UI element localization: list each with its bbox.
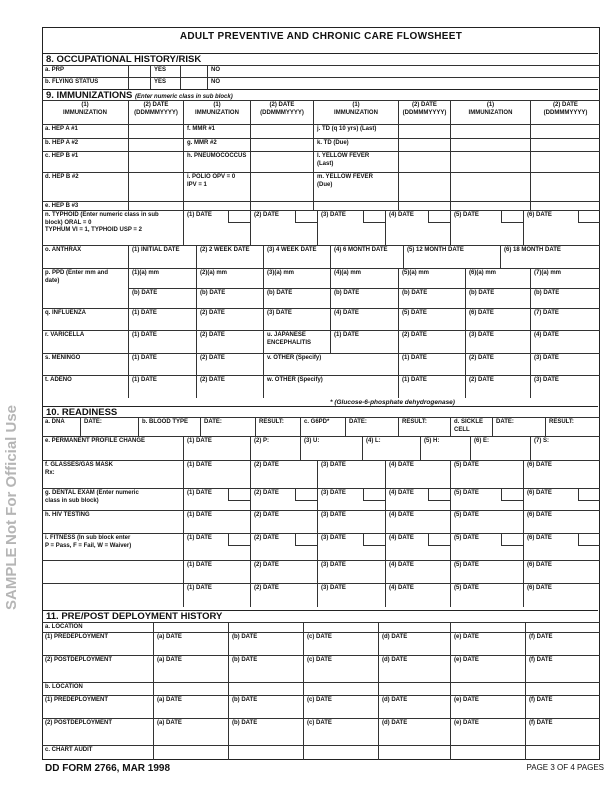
field-cell[interactable]: (4) DATE xyxy=(530,330,600,353)
field-cell[interactable]: (b) DATE xyxy=(465,288,530,308)
watermark xyxy=(3,250,20,610)
field-cell[interactable]: (1) DATE xyxy=(128,330,196,353)
field-cell[interactable]: (b) DATE xyxy=(263,288,330,308)
field-cell[interactable]: (1) DATE xyxy=(183,510,250,533)
field-cell[interactable]: (4) DATE xyxy=(385,510,450,533)
field-cell[interactable]: (2) DATE xyxy=(196,330,263,353)
field-cell[interactable]: (1) DATE xyxy=(183,583,250,607)
entry-field[interactable] xyxy=(378,682,450,695)
field-cell[interactable]: (5) DATE xyxy=(450,210,523,245)
sub-block-field[interactable] xyxy=(295,489,317,501)
field-cell[interactable]: i. POLIO OPV = 0 IPV = 1 xyxy=(183,172,250,201)
row-label: c. CHART AUDIT xyxy=(42,745,153,760)
field-cell[interactable]: (3) DATE xyxy=(317,510,385,533)
sub-block-field[interactable] xyxy=(501,211,523,223)
row-label: g. DENTAL EXAM (Enter numeric class in sub block) xyxy=(42,488,183,510)
field-cell[interactable]: (2) DATE xyxy=(250,488,317,510)
field-cell[interactable]: (b) DATE xyxy=(228,695,303,718)
field-cell[interactable]: (1) INITIAL DATE xyxy=(128,245,196,268)
row-label: d. HEP B #2 xyxy=(42,172,128,201)
sub-block-field[interactable] xyxy=(501,534,523,546)
field-cell[interactable]: (c) DATE xyxy=(303,718,378,745)
field-cell[interactable]: (e) DATE xyxy=(450,632,525,655)
row-label: n. TYPHOID (Enter numeric class in sub block) ORAL = 0 TYPHUM VI = 1, TYPHOID USP = 2 xyxy=(42,210,183,245)
field-cell[interactable]: YES xyxy=(150,65,180,77)
row-label: (1) PREDEPLOYMENT xyxy=(42,632,153,655)
field-cell[interactable]: j. TD (q 10 yrs) (Last) xyxy=(313,124,398,138)
entry-field[interactable] xyxy=(128,201,183,210)
field-cell[interactable]: (2) DATE xyxy=(196,353,263,375)
field-cell[interactable]: (c) DATE xyxy=(303,695,378,718)
field-cell[interactable]: (5) DATE xyxy=(450,460,523,488)
field-cell[interactable]: (5) DATE xyxy=(450,560,523,583)
row-label: a. DNA xyxy=(42,417,80,436)
row-label: a. PRP xyxy=(42,65,128,77)
row-label: i. FITNESS (In sub block enter P = Pass, F = Fail, W = Waiver) xyxy=(42,533,183,560)
field-cell[interactable]: (2) DATE xyxy=(196,375,263,398)
entry-field[interactable] xyxy=(450,745,525,760)
field-cell[interactable]: (d) DATE xyxy=(378,632,450,655)
field-cell[interactable]: (3) DATE xyxy=(317,460,385,488)
field-cell[interactable]: YES xyxy=(150,77,180,89)
sub-block-field[interactable] xyxy=(428,489,450,501)
field-cell[interactable]: (2) DATE (DDMMMYYYY) xyxy=(398,100,450,124)
field-cell[interactable]: (2) DATE xyxy=(398,330,465,353)
field-cell[interactable]: (b) DATE xyxy=(530,288,600,308)
field-cell[interactable]: (2) DATE xyxy=(465,375,530,398)
field-cell[interactable]: m. YELLOW FEVER (Due) xyxy=(313,172,398,201)
field-cell[interactable]: (1) DATE xyxy=(398,353,465,375)
field-cell[interactable]: (4) DATE xyxy=(330,308,398,330)
row-label: c. HEP B #1 xyxy=(42,151,128,172)
row-label xyxy=(42,560,183,583)
field-cell[interactable]: (4) DATE xyxy=(385,533,450,560)
section-9-note: (Enter numeric class in sub block) xyxy=(135,94,233,100)
field-cell[interactable]: (6) DATE xyxy=(523,460,600,488)
field-cell[interactable]: (6) 18 MONTH DATE xyxy=(500,245,600,268)
field-cell[interactable]: (2) P: xyxy=(250,436,300,460)
field-cell[interactable]: (5)(a) mm xyxy=(398,268,465,288)
page-number: PAGE 3 OF 4 PAGES xyxy=(526,763,604,772)
field-cell[interactable]: (a) DATE xyxy=(153,718,228,745)
field-cell[interactable]: (3) DATE xyxy=(317,533,385,560)
entry-field[interactable] xyxy=(450,682,525,695)
entry-field[interactable] xyxy=(450,138,530,151)
entry-field[interactable] xyxy=(228,745,303,760)
field-cell[interactable]: (7) S: xyxy=(530,436,600,460)
field-cell[interactable]: (f) DATE xyxy=(525,655,600,682)
entry-field[interactable] xyxy=(398,138,450,151)
sub-block-field[interactable] xyxy=(295,211,317,223)
entry-field[interactable] xyxy=(250,201,313,210)
field-cell[interactable]: (4)(a) mm xyxy=(330,268,398,288)
entry-field[interactable] xyxy=(250,138,313,151)
sub-block-field[interactable] xyxy=(578,534,600,546)
field-cell[interactable]: (3) DATE xyxy=(530,375,600,398)
entry-field[interactable] xyxy=(313,201,398,210)
entry-field[interactable] xyxy=(128,151,183,172)
field-cell[interactable]: (1)(a) mm xyxy=(128,268,196,288)
field-cell[interactable]: w. OTHER (Specify) xyxy=(263,375,398,398)
field-cell[interactable]: (1) DATE xyxy=(330,330,398,353)
row-label: q. INFLUENZA xyxy=(42,308,128,330)
sub-block-field[interactable] xyxy=(363,211,385,223)
entry-field[interactable] xyxy=(450,622,525,632)
field-cell[interactable]: u. JAPANESE ENCEPHALITIS xyxy=(263,330,330,353)
section-10-title: 10. READINESS xyxy=(46,407,118,418)
field-cell[interactable]: (3) DATE xyxy=(465,330,530,353)
field-cell[interactable]: (b) DATE xyxy=(398,288,465,308)
sub-block-field[interactable] xyxy=(363,534,385,546)
field-cell[interactable]: (4) DATE xyxy=(385,488,450,510)
row-label: o. ANTHRAX xyxy=(42,245,128,268)
field-cell[interactable]: (4) DATE xyxy=(385,460,450,488)
field-cell[interactable]: (1) DATE xyxy=(183,533,250,560)
field-cell[interactable]: RESULT: xyxy=(545,417,600,436)
field-cell[interactable]: (2) DATE xyxy=(465,353,530,375)
field-cell[interactable]: (2) DATE xyxy=(250,510,317,533)
section-11-title: 11. PRE/POST DEPLOYMENT HISTORY xyxy=(46,611,223,622)
sub-block-field[interactable] xyxy=(228,489,250,501)
entry-field[interactable] xyxy=(525,622,600,632)
field-cell[interactable]: (1) DATE xyxy=(183,560,250,583)
field-cell[interactable]: (e) DATE xyxy=(450,718,525,745)
field-cell[interactable]: (2) DATE xyxy=(250,210,317,245)
field-cell[interactable]: (1) DATE xyxy=(183,488,250,510)
field-cell[interactable]: (d) DATE xyxy=(378,655,450,682)
row-label: (2) POSTDEPLOYMENT xyxy=(42,718,153,745)
field-cell[interactable]: (3) 4 WEEK DATE xyxy=(263,245,330,268)
entry-field[interactable] xyxy=(398,172,450,201)
field-cell[interactable]: (d) DATE xyxy=(378,695,450,718)
entry-field[interactable] xyxy=(530,151,600,172)
field-cell[interactable]: d. SICKLE CELL xyxy=(450,417,492,436)
entry-field[interactable] xyxy=(530,124,600,138)
field-cell[interactable]: (6) DATE xyxy=(465,308,530,330)
field-cell[interactable]: (6) DATE xyxy=(523,510,600,533)
field-cell[interactable]: (f) DATE xyxy=(525,695,600,718)
field-cell[interactable]: (4) DATE xyxy=(385,210,450,245)
sub-block-field[interactable] xyxy=(428,534,450,546)
entry-field[interactable] xyxy=(153,622,228,632)
entry-field[interactable] xyxy=(530,201,600,210)
row-label: (2) POSTDEPLOYMENT xyxy=(42,655,153,682)
field-cell[interactable]: (5) DATE xyxy=(450,488,523,510)
entry-field[interactable] xyxy=(128,124,183,138)
field-cell[interactable]: DATE: xyxy=(200,417,255,436)
entry-field[interactable] xyxy=(378,745,450,760)
entry-field[interactable] xyxy=(183,201,250,210)
field-cell[interactable]: (6)(a) mm xyxy=(465,268,530,288)
field-cell[interactable]: (4) DATE xyxy=(385,583,450,607)
field-cell[interactable]: (3) DATE xyxy=(317,210,385,245)
field-cell[interactable]: DATE: xyxy=(80,417,138,436)
entry-field[interactable] xyxy=(128,77,150,89)
field-cell[interactable]: (5) DATE xyxy=(450,510,523,533)
field-cell[interactable]: (4) L: xyxy=(362,436,420,460)
entry-field[interactable] xyxy=(303,745,378,760)
field-cell[interactable]: (1) DATE xyxy=(183,210,250,245)
field-cell[interactable]: h. PNEUMOCOCCUS xyxy=(183,151,250,172)
field-cell[interactable]: (f) DATE xyxy=(525,632,600,655)
field-cell[interactable]: (b) DATE xyxy=(330,288,398,308)
field-cell[interactable]: (2) DATE (DDMMMYYYY) xyxy=(128,100,183,124)
row-label: (1) IMMUNIZATION xyxy=(42,100,128,124)
section-8-title: 8. OCCUPATIONAL HISTORY/RISK xyxy=(46,54,202,65)
field-cell[interactable]: (2) DATE xyxy=(250,560,317,583)
entry-field[interactable] xyxy=(228,622,303,632)
field-cell[interactable]: (b) DATE xyxy=(228,718,303,745)
entry-field[interactable] xyxy=(250,124,313,138)
row-label: t. ADENO xyxy=(42,375,128,398)
field-cell[interactable]: (5) H: xyxy=(420,436,470,460)
sub-block-field[interactable] xyxy=(501,489,523,501)
field-cell[interactable]: (5) DATE xyxy=(398,308,465,330)
field-cell[interactable]: (b) DATE xyxy=(228,632,303,655)
field-cell[interactable]: g. MMR #2 xyxy=(183,138,250,151)
field-cell[interactable]: (6) DATE xyxy=(523,560,600,583)
field-cell[interactable]: (6) E: xyxy=(470,436,530,460)
field-cell[interactable]: c. G6PD* xyxy=(300,417,345,436)
entry-field[interactable] xyxy=(180,77,207,89)
field-cell[interactable]: (5) DATE xyxy=(450,533,523,560)
entry-field[interactable] xyxy=(128,65,150,77)
field-cell[interactable]: (1) DATE xyxy=(183,460,250,488)
entry-field[interactable] xyxy=(128,172,183,201)
field-cell[interactable]: NO xyxy=(207,65,600,77)
row-label: b. LOCATION xyxy=(42,682,153,695)
field-cell[interactable]: (6) DATE xyxy=(523,488,600,510)
row-label: b. HEP A #2 xyxy=(42,138,128,151)
field-cell[interactable]: (1) IMMUNIZATION xyxy=(313,100,398,124)
field-cell[interactable]: (4) DATE xyxy=(385,560,450,583)
field-cell[interactable]: (1) DATE xyxy=(398,375,465,398)
field-cell[interactable]: RESULT: xyxy=(398,417,450,436)
sub-block-field[interactable] xyxy=(578,489,600,501)
section-9-title: 9. IMMUNIZATIONS xyxy=(46,90,133,101)
entry-field[interactable] xyxy=(450,201,530,210)
field-cell[interactable]: (3) DATE xyxy=(317,488,385,510)
field-cell[interactable]: (3)(a) mm xyxy=(263,268,330,288)
field-cell[interactable]: (1) DATE xyxy=(128,375,196,398)
field-cell[interactable]: (2) DATE xyxy=(250,533,317,560)
entry-field[interactable] xyxy=(530,138,600,151)
row-label: s. MENINGO xyxy=(42,353,128,375)
sample-watermark: SAMPLE xyxy=(3,547,20,610)
entry-field[interactable] xyxy=(153,745,228,760)
row-label: r. VARICELLA xyxy=(42,330,128,353)
section-8-header xyxy=(42,53,598,65)
field-cell[interactable]: DATE: xyxy=(492,417,545,436)
field-cell[interactable]: (2) DATE (DDMMMYYYY) xyxy=(530,100,600,124)
entry-field[interactable] xyxy=(450,151,530,172)
sub-block-field[interactable] xyxy=(228,211,250,223)
field-cell[interactable]: (3) U: xyxy=(300,436,362,460)
entry-field[interactable] xyxy=(398,124,450,138)
row-label: e. PERMANENT PROFILE CHANGE xyxy=(42,436,183,460)
sub-block-field[interactable] xyxy=(295,534,317,546)
field-cell[interactable]: (7) DATE xyxy=(530,308,600,330)
field-cell[interactable]: (1) DATE xyxy=(128,308,196,330)
entry-field[interactable] xyxy=(525,682,600,695)
field-cell[interactable]: (4) 6 MONTH DATE xyxy=(330,245,403,268)
entry-field[interactable] xyxy=(398,201,450,210)
entry-field[interactable] xyxy=(378,622,450,632)
field-cell[interactable]: (2) DATE (DDMMMYYYY) xyxy=(250,100,313,124)
row-label: f. GLASSES/GAS MASK Rx: xyxy=(42,460,183,488)
row-label: (1) PREDEPLOYMENT xyxy=(42,695,153,718)
field-cell[interactable]: (5) 12 MONTH DATE xyxy=(403,245,500,268)
field-cell[interactable]: (3) DATE xyxy=(530,353,600,375)
field-cell[interactable]: (1) IMMUNIZATION xyxy=(450,100,530,124)
field-cell[interactable]: (6) DATE xyxy=(523,210,600,245)
entry-field[interactable] xyxy=(153,682,228,695)
field-cell[interactable]: (3) DATE xyxy=(317,583,385,607)
field-cell[interactable]: (2) 2 WEEK DATE xyxy=(196,245,263,268)
field-cell[interactable]: k. TD (Due) xyxy=(313,138,398,151)
field-cell[interactable]: RESULT: xyxy=(255,417,300,436)
field-cell[interactable]: (1) DATE xyxy=(183,436,250,460)
field-cell[interactable]: (2) DATE xyxy=(250,460,317,488)
field-cell[interactable]: f. MMR #1 xyxy=(183,124,250,138)
field-cell[interactable]: (2) DATE xyxy=(196,308,263,330)
sub-block-field[interactable] xyxy=(578,211,600,223)
field-cell[interactable]: (b) DATE xyxy=(196,288,263,308)
entry-field[interactable] xyxy=(128,138,183,151)
field-cell[interactable]: (a) DATE xyxy=(153,655,228,682)
field-cell[interactable]: l. YELLOW FEVER (Last) xyxy=(313,151,398,172)
not-for-official-use-watermark: Not For Official Use xyxy=(3,405,20,546)
field-cell[interactable]: (3) DATE xyxy=(317,560,385,583)
form-title: ADULT PREVENTIVE AND CHRONIC CARE FLOWSHEET xyxy=(179,31,463,42)
entry-field[interactable] xyxy=(450,172,530,201)
row-label xyxy=(42,583,183,607)
entry-field[interactable] xyxy=(228,682,303,695)
entry-field[interactable] xyxy=(180,65,207,77)
field-cell[interactable]: (2) DATE xyxy=(250,583,317,607)
form-id: DD FORM 2766, MAR 1998 xyxy=(45,763,171,774)
field-cell[interactable]: (5) DATE xyxy=(450,583,523,607)
field-cell[interactable]: (e) DATE xyxy=(450,655,525,682)
entry-field[interactable] xyxy=(250,172,313,201)
g6pd-footnote: * (Glucose-6-phosphate dehydrogenase) xyxy=(330,398,455,406)
field-cell[interactable]: (c) DATE xyxy=(303,632,378,655)
field-cell[interactable]: v. OTHER (Specify) xyxy=(263,353,398,375)
field-cell[interactable]: NO xyxy=(207,77,600,89)
field-cell[interactable]: (f) DATE xyxy=(525,718,600,745)
entry-field[interactable] xyxy=(525,745,600,760)
entry-field[interactable] xyxy=(303,682,378,695)
entry-field[interactable] xyxy=(398,151,450,172)
row-label: a. LOCATION xyxy=(42,622,153,632)
field-cell[interactable]: (1) IMMUNIZATION xyxy=(183,100,250,124)
field-cell[interactable]: (b) DATE xyxy=(228,655,303,682)
entry-field[interactable] xyxy=(450,124,530,138)
field-cell[interactable]: (3) DATE xyxy=(263,308,330,330)
entry-field[interactable] xyxy=(303,622,378,632)
row-label: p. PPD (Enter mm and date) xyxy=(42,268,128,308)
sub-block-field[interactable] xyxy=(228,534,250,546)
field-cell[interactable]: b. BLOOD TYPE xyxy=(138,417,200,436)
field-cell[interactable]: (1) DATE xyxy=(128,353,196,375)
field-cell[interactable]: (e) DATE xyxy=(450,695,525,718)
field-cell[interactable]: (d) DATE xyxy=(378,718,450,745)
row-label: h. HIV TESTING xyxy=(42,510,183,533)
field-cell[interactable]: (2)(a) mm xyxy=(196,268,263,288)
field-cell[interactable]: (c) DATE xyxy=(303,655,378,682)
row-label: b. FLYING STATUS xyxy=(42,77,128,89)
field-cell[interactable]: (6) DATE xyxy=(523,583,600,607)
field-cell[interactable]: (b) DATE xyxy=(128,288,196,308)
sub-block-field[interactable] xyxy=(363,489,385,501)
row-label: e. HEP B #3 xyxy=(42,201,128,210)
entry-field[interactable] xyxy=(530,172,600,201)
row-label: a. HEP A #1 xyxy=(42,124,128,138)
field-cell[interactable]: (7)(a) mm xyxy=(530,268,600,288)
entry-field[interactable] xyxy=(250,151,313,172)
section-11-header xyxy=(42,610,598,622)
field-cell[interactable]: (a) DATE xyxy=(153,695,228,718)
field-cell[interactable]: (6) DATE xyxy=(523,533,600,560)
sub-block-field[interactable] xyxy=(428,211,450,223)
field-cell[interactable]: DATE: xyxy=(345,417,398,436)
field-cell[interactable]: (a) DATE xyxy=(153,632,228,655)
